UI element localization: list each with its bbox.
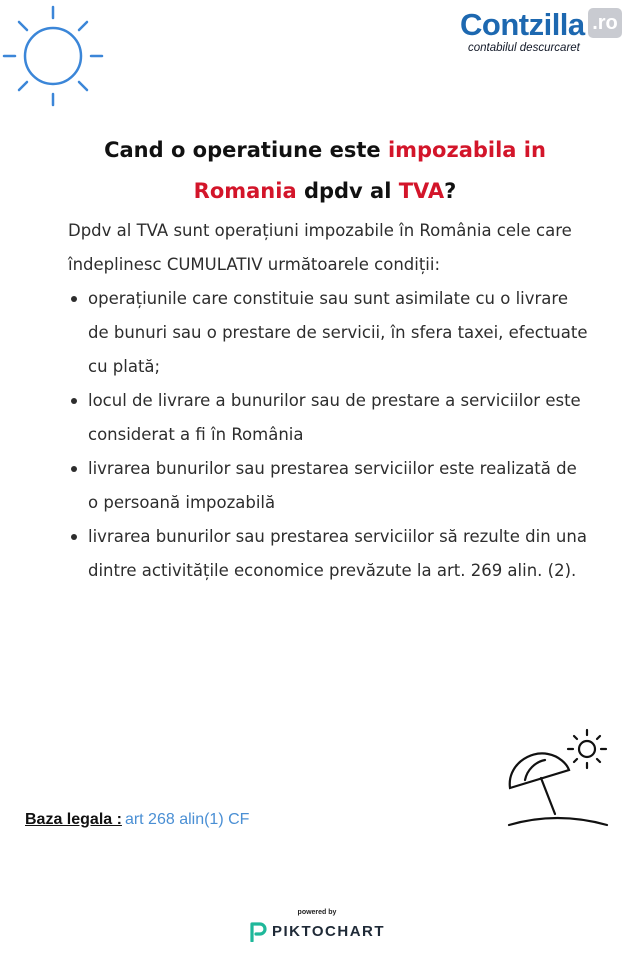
condition-text: livrarea bunurilor sau prestarea serviciilor este realizată de o persoană impozabilă: [88, 459, 577, 512]
footer: [0, 908, 634, 947]
bullet-icon: [71, 534, 77, 540]
legal-basis-label: Baza legala :: [25, 811, 122, 828]
list-item: [68, 452, 588, 520]
title-part-3: dpdv al: [296, 179, 399, 203]
page-title: [70, 130, 580, 212]
content-body: [68, 214, 588, 588]
bullet-icon: [71, 296, 77, 302]
bullet-icon: [71, 466, 77, 472]
logo-brand-name: Contzilla: [460, 7, 585, 42]
piktochart-wordmark: PIKTOCHART: [271, 922, 386, 940]
title-part-1: Cand o operatiune este: [104, 138, 388, 162]
list-item: [68, 384, 588, 452]
logo-tld-badge: .ro: [588, 8, 622, 38]
bullet-icon: [71, 398, 77, 404]
title-highlight-tva: TVA: [398, 179, 445, 203]
title-question-mark: ?: [444, 179, 457, 203]
list-item: [68, 282, 588, 384]
piktochart-logo-icon: [249, 920, 267, 942]
title-highlight-location: impozabila in Romania: [193, 138, 546, 203]
condition-text: operațiunile care constituie sau sunt asimilate cu o livrare de bunuri sau o prestare de servicii, în sfera taxei, efectuate cu plată;: [88, 289, 588, 376]
list-item: [68, 520, 588, 588]
condition-text: livrarea bunurilor sau prestarea serviciilor să rezulte din una dintre activitățile economice prevăzute la art. 269 alin. (2).: [88, 527, 587, 580]
conditions-list: [68, 282, 588, 588]
brand-logo: [460, 6, 620, 60]
logo-tagline: contabilul descurcaret: [468, 42, 580, 54]
powered-by-label: powered by: [297, 909, 337, 916]
legal-basis-link[interactable]: art 268 alin(1) CF: [124, 811, 250, 828]
piktochart-brand[interactable]: [249, 920, 385, 942]
legal-basis: [25, 808, 249, 832]
beach-umbrella-icon: [503, 724, 611, 832]
intro-paragraph: Dpdv al TVA sunt operațiuni impozabile în România cele care îndeplinesc CUMULATIV următoarele condiții:: [68, 221, 572, 274]
condition-text: locul de livrare a bunurilor sau de prestare a serviciilor este considerat a fi în România: [88, 391, 581, 444]
sun-icon: [2, 4, 104, 108]
